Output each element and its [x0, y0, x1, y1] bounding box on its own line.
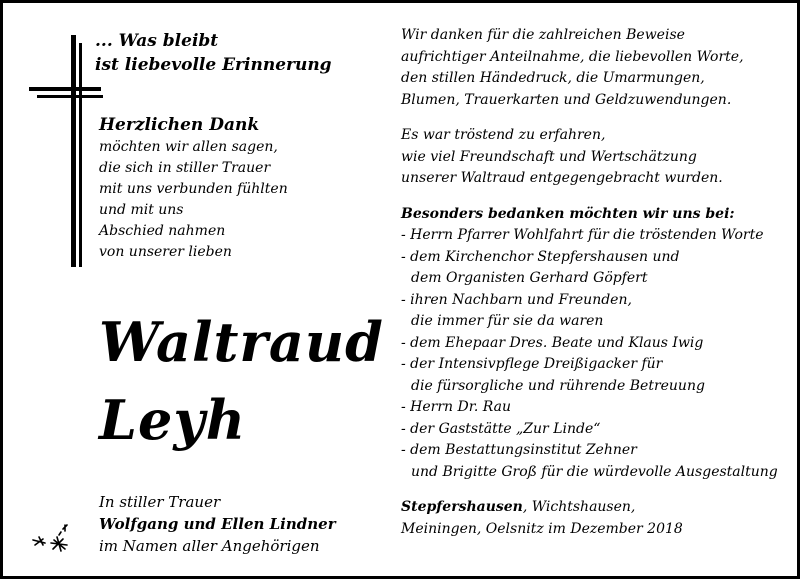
thanks-line: möchten wir allen sagen,	[99, 139, 278, 155]
place-rest: , Wichtshausen,	[522, 499, 636, 515]
place-line-2: Meiningen, Oelsnitz im Dezember 2018	[401, 520, 683, 537]
special-line: - dem Bestattungsinstitut Zehner	[401, 442, 637, 458]
quote	[95, 29, 332, 77]
place-bold: Stepfershausen	[401, 499, 523, 515]
para1-line: den stillen Händedruck, die Umarmungen,	[401, 70, 705, 86]
special-line: - dem Kirchenchor Stepfershausen und	[401, 248, 680, 265]
cross-icon-shadow	[79, 43, 82, 267]
thanks-line: von unserer lieben	[99, 244, 232, 260]
thanks-text	[99, 137, 288, 263]
special-line: dem Organisten Gerhard Göpfert	[411, 270, 648, 286]
thanks-column	[401, 25, 793, 540]
thanks-line: und mit uns	[99, 202, 184, 218]
para1-line: Wir danken für die zahlreichen Beweise	[401, 27, 685, 43]
special-line: und Brigitte Groß für die würdevolle Ausgestaltung	[411, 463, 778, 480]
sign-line-3: im Namen aller Angehörigen	[99, 537, 320, 555]
cross-bar-shadow	[37, 95, 103, 98]
thanks-line: die sich in stiller Trauer	[99, 160, 271, 176]
thanks-line: mit uns verbunden fühlten	[99, 181, 288, 197]
thanks-heading: Herzlichen Dank	[99, 115, 260, 135]
special-line: die immer für sie da waren	[411, 313, 604, 329]
cross-bar	[29, 87, 101, 91]
deceased-name	[99, 303, 384, 459]
para2-line: Es war tröstend zu erfahren,	[401, 127, 606, 143]
thanks-line: Abschied nahmen	[99, 223, 226, 239]
special-line: - ihren Nachbarn und Freunden,	[401, 291, 632, 308]
first-name: Waltraud	[99, 310, 384, 374]
special-line: - Herrn Pfarrer Wohlfahrt für die tröstenden Worte	[401, 227, 764, 243]
flower-icon	[29, 523, 79, 559]
special-line: die fürsorgliche und rührende Betreuung	[411, 377, 705, 394]
para1-line: aufrichtiger Anteilnahme, die liebevollen Worte,	[401, 48, 744, 65]
special-line: - der Gaststätte „Zur Linde“	[401, 420, 601, 437]
sign-names: Wolfgang und Ellen Lindner	[99, 515, 336, 533]
special-line: - dem Ehepaar Dres. Beate und Klaus Iwig	[401, 334, 704, 351]
thanks-block	[99, 113, 288, 263]
special-line: - Herrn Dr. Rau	[401, 399, 512, 415]
special-heading: Besonders bedanken möchten wir uns bei:	[401, 205, 735, 222]
cross-icon	[71, 35, 76, 267]
place-line-1	[401, 497, 793, 519]
special-line: - der Intensivpflege Dreißigacker für	[401, 356, 663, 372]
para1-line: Blumen, Trauerkarten und Geldzuwendungen.	[401, 91, 732, 108]
quote-line-2: ist liebevolle Erinnerung	[95, 55, 332, 75]
quote-line-1: ... Was bleibt	[95, 31, 219, 51]
signature-block	[99, 491, 336, 557]
para2-line: unserer Waltraud entgegengebracht wurden.	[401, 170, 723, 186]
last-name: Leyh	[99, 388, 246, 452]
sign-line-1: In stiller Trauer	[99, 493, 221, 511]
para2-line: wie viel Freundschaft und Wertschätzung	[401, 148, 697, 165]
